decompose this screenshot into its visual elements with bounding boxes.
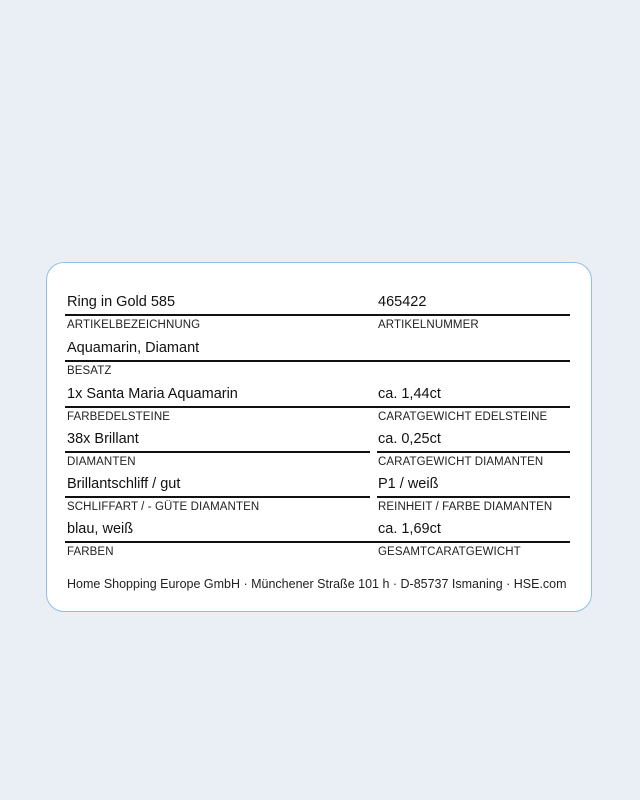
divider-line-left bbox=[65, 451, 370, 453]
certificate-card bbox=[46, 262, 592, 612]
total-carat-value: ca. 1,69ct bbox=[378, 521, 441, 537]
divider-line bbox=[65, 360, 570, 362]
gemstones-label: FARBEDELSTEINE bbox=[67, 411, 171, 423]
colors-label: FARBEN bbox=[67, 546, 114, 558]
article-number-value: 465422 bbox=[378, 294, 427, 310]
divider-line-right bbox=[377, 451, 570, 453]
diamonds-value: 38x Brillant bbox=[67, 431, 139, 447]
gemstones-value: 1x Santa Maria Aquamarin bbox=[67, 386, 238, 402]
divider-line bbox=[65, 406, 570, 408]
diamond-carat-value: ca. 0,25ct bbox=[378, 431, 441, 447]
divider-line bbox=[65, 314, 570, 316]
diamond-carat-label: CARATGEWICHT DIAMANTEN bbox=[378, 456, 544, 468]
row-colors bbox=[65, 520, 570, 560]
colors-value: blau, weiß bbox=[67, 521, 134, 537]
clarity-color-value: P1 / weiß bbox=[378, 476, 439, 492]
cut-label: SCHLIFFART / - GÜTE DIAMANTEN bbox=[67, 501, 260, 513]
setting-value: Aquamarin, Diamant bbox=[67, 340, 200, 356]
row-diamonds bbox=[65, 430, 570, 470]
row-article bbox=[65, 293, 570, 333]
divider-line-left bbox=[65, 496, 370, 498]
row-gemstones bbox=[65, 385, 570, 425]
total-carat-label: GESAMTCARATGEWICHT bbox=[378, 546, 521, 558]
diamonds-label: DIAMANTEN bbox=[67, 456, 136, 468]
row-cut bbox=[65, 475, 570, 515]
gemstone-carat-label: CARATGEWICHT EDELSTEINE bbox=[378, 411, 548, 423]
cut-value: Brillantschliff / gut bbox=[67, 476, 181, 492]
row-setting bbox=[65, 339, 570, 379]
company-footer: Home Shopping Europe GmbH · Münchener Straße 101 h · D-85737 Ismaning · HSE.com bbox=[67, 577, 567, 591]
article-name-value: Ring in Gold 585 bbox=[67, 294, 176, 310]
divider-line bbox=[65, 541, 570, 543]
gemstone-carat-value: ca. 1,44ct bbox=[378, 386, 441, 402]
divider-line-right bbox=[377, 496, 570, 498]
article-name-label: ARTIKELBEZEICHNUNG bbox=[67, 319, 201, 331]
clarity-color-label: REINHEIT / FARBE DIAMANTEN bbox=[378, 501, 553, 513]
article-number-label: ARTIKELNUMMER bbox=[378, 319, 479, 331]
setting-label: BESATZ bbox=[67, 365, 112, 377]
